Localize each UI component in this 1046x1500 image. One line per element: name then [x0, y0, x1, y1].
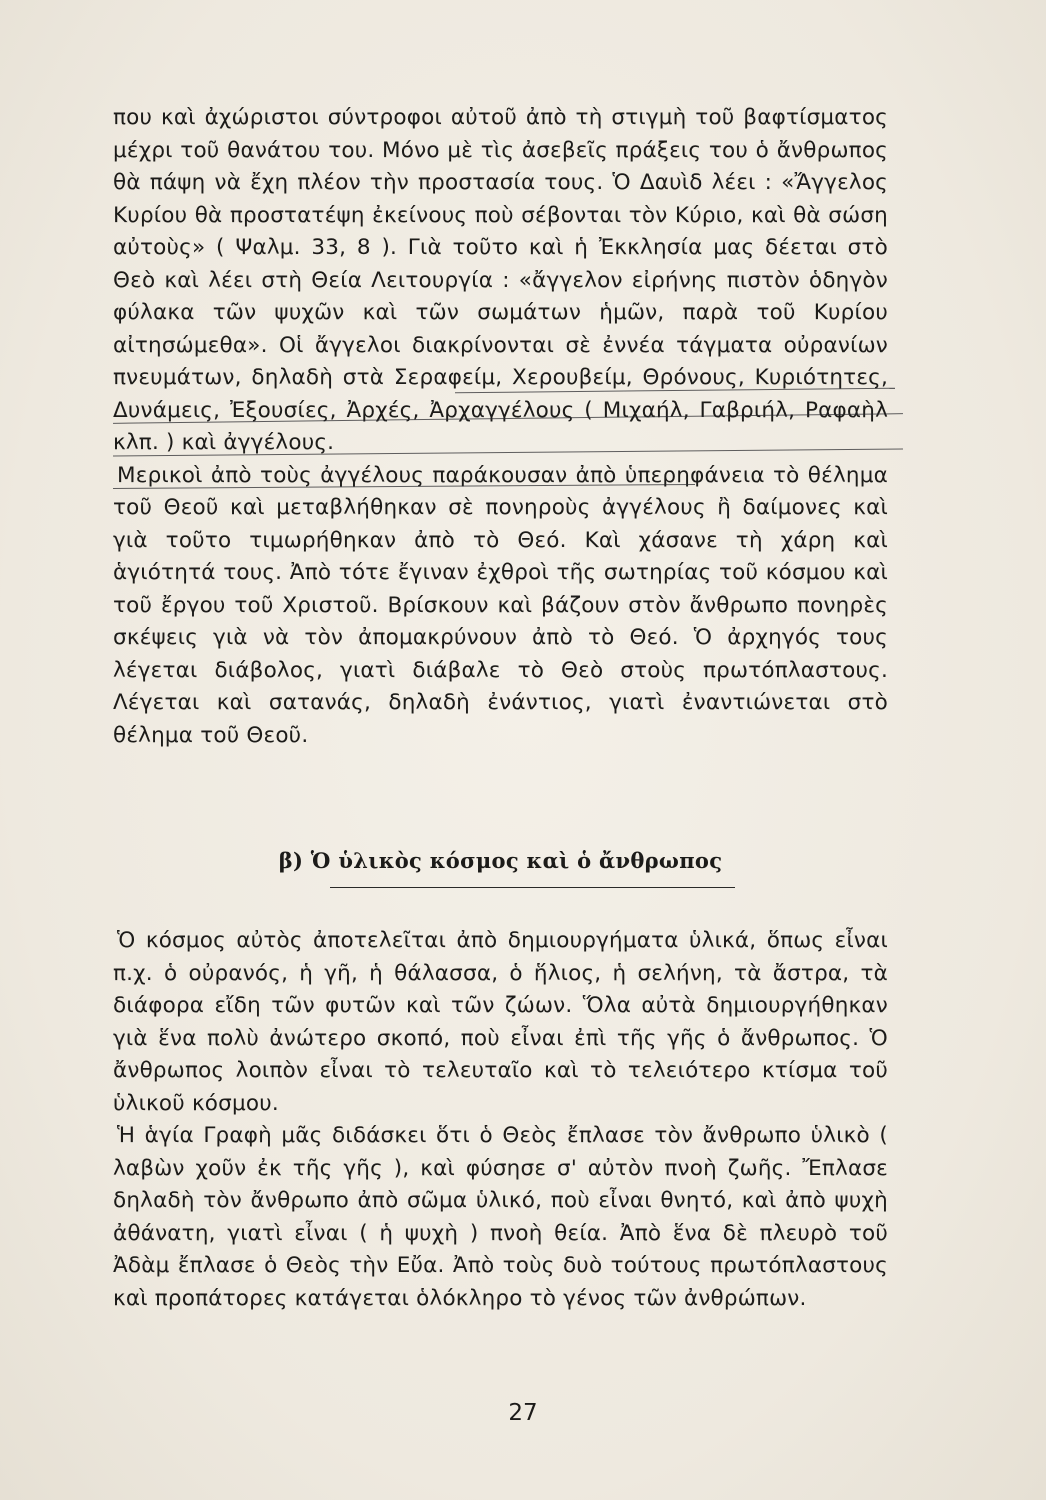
paragraph-creation-of-man: Ἡ ἁγία Γραφὴ μᾶς διδάσκει ὅτι ὁ Θεὸς ἔπλασε τὸν ἄνθρωπο ὑλικὸ ( λαβὼν χοῦν ἐκ τῆς γῆς ), καὶ φύσησε σ' αὐτὸν πνοὴ ζωῆς. Ἔπλασε δηλαδὴ τὸν ἄνθρωπο ἀπὸ σῶμα ὑλικό, ποὺ εἶναι θνητό, καὶ ἀπὸ ψυχὴ ἀθάνατη, γιατὶ εἶναι ( ἡ ψυχὴ ) πνοὴ θεία. Ἀπὸ ἕνα δὲ πλευρὸ τοῦ Ἀδὰμ ἔπλασε ὁ Θεὸς τὴν Εὔα. Ἀπὸ τοὺς δυὸ τούτους πρωτόπλαστους καὶ προπάτορες κατάγεται ὁλόκληρο τὸ γένος τῶν ἀνθρώπων.: [113, 1123, 888, 1311]
heading-underline: [330, 887, 735, 888]
paragraph-material-world: Ὁ κόσμος αὐτὸς ἀποτελεῖται ἀπὸ δημιουργήματα ὑλικά, ὅπως εἶναι π.χ. ὁ οὐρανός, ἡ γῆ, ἡ θάλασσα, ὁ ἥλιος, ἡ σελήνη, τὰ ἄστρα, τὰ διάφορα εἴδη τῶν φυτῶν καὶ τῶν ζώων. Ὅλα αὐτὰ δημιουργήθηκαν γιὰ ἕνα πολὺ ἀνώτερο σκοπό, ποὺ εἶναι ἐπὶ τῆς γῆς ὁ ἄνθρωπος. Ὁ ἄνθρωπος λοιπὸν εἶναι τὸ τελευταῖο καὶ τὸ τελειότερο κτίσμα τοῦ ὑλικοῦ κόσμου.: [113, 928, 888, 1116]
page-number: 27: [508, 1400, 538, 1426]
text-block-upper: [113, 102, 888, 752]
paragraph-fallen-angels: Μερικοὶ ἀπὸ τοὺς ἀγγέλους παράκουσαν ἀπὸ ὑπερηφάνεια τὸ θέλημα τοῦ Θεοῦ καὶ μεταβλήθηκαν σὲ πονηροὺς ἀγγέλους ἢ δαίμονες καὶ γιὰ τοῦτο τιμωρήθηκαν ἀπὸ τὸ Θεό. Καὶ χάσανε τὴ χάρη καὶ ἁγιότητά τους. Ἀπὸ τότε ἔγιναν ἐχθροὶ τῆς σωτηρίας τοῦ κόσμου καὶ τοῦ ἔργου τοῦ Χριστοῦ. Βρίσκουν καὶ βάζουν στὸν ἄνθρωπο πονηρὲς σκέψεις γιὰ νὰ τὸν ἀπομακρύνουν ἀπὸ τὸ Θεό. Ὁ ἀρχηγός τους λέγεται διάβολος, γιατὶ διάβαλε τὸ Θεὸ στοὺς πρωτόπλαστους. Λέγεται καὶ σατανάς, δηλαδὴ ἐνάντιος, γιατὶ ἐναντιώνεται στὸ θέλημα τοῦ Θεοῦ.: [113, 462, 888, 748]
paragraph-angels-guardians: που καὶ ἀχώριστοι σύντροφοι αὐτοῦ ἀπὸ τὴ στιγμὴ τοῦ βαφτίσματος μέχρι τοῦ θανάτου του. Μόνο μὲ τὶς ἀσεβεῖς πράξεις του ὁ ἄνθρωπος θὰ πάψη νὰ ἔχη πλέον τὴν προστασία τους. Ὁ Δαυὶδ λέει : «Ἄγγελος Κυρίου θὰ προστατέψη ἐκείνους ποὺ σέβονται τὸν Κύριο, καὶ θὰ σώση αὐτοὺς» ( Ψαλμ. 33, 8 ). Γιὰ τοῦτο καὶ ἡ Ἐκκλησία μας δέεται στὸ Θεὸ καὶ λέει στὴ Θεία Λειτουργία : «ἄγγελον εἰρήνης πιστὸν ὁδηγὸν φύλακα τῶν ψυχῶν καὶ τῶν σωμάτων ἡμῶν, παρὰ τοῦ Κυρίου αἰτησώμεθα». Οἱ ἄγγελοι διακρίνονται σὲ ἐννέα τάγματα οὐρανίων πνευμάτων, δηλαδὴ στὰ Σεραφείμ, Χερουβείμ, Θρόνους, Κυριότητες, Δυνάμεις, Ἐξουσίες, Ἀρχές, Ἀρχαγγέλους ( Μιχαήλ, Γαβριήλ, Ραφαὴλ κλπ. ) καὶ ἀγγέλους.: [113, 105, 888, 455]
text-block-lower: [113, 925, 888, 1315]
section-heading: β) Ὁ ὑλικὸς κόσμος καὶ ὁ ἄνθρωπος: [278, 848, 723, 873]
